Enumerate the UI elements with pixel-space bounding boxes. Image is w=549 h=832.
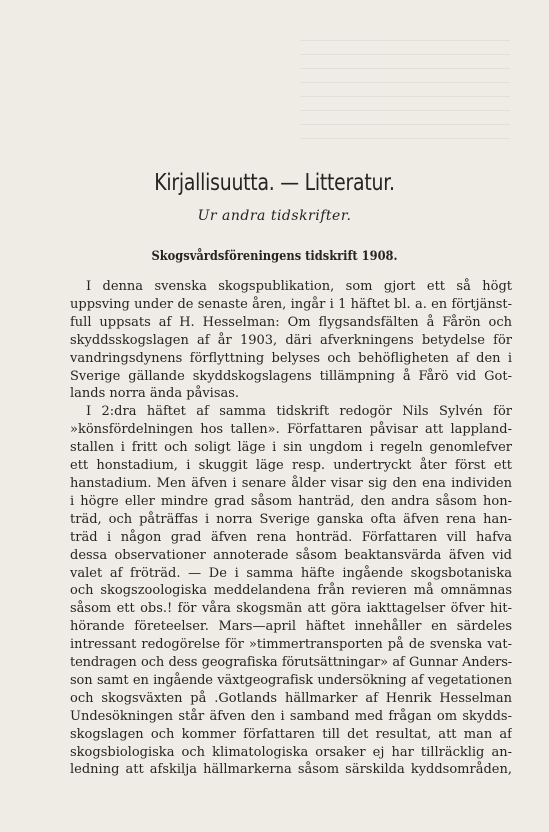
- text-line: skyddsskogslagen af år 1903, däri afverkningens betydelse för: [70, 332, 512, 348]
- text-line: skogsbiologiska och klimatologiska orsaker ej har tillräcklig an-: [70, 744, 512, 760]
- text-line: lands norra ända påvisas.: [70, 386, 240, 402]
- text-line: ett honstadium, i skuggit läge resp. undertryckt åter först ett: [70, 458, 512, 474]
- text-line: full uppsats af H. Hesselman: Om flygsandsfälten å Fårön och: [70, 314, 512, 330]
- text-line: tendragen och dess geografiska förutsättningar» af Gunnar Anders-: [70, 655, 512, 671]
- text-line: valet af fröträd. — De i samma häfte ingående skogsbotaniska: [70, 565, 512, 581]
- text-line: träd, och påträffas i norra Sverige ganska ofta äfven rena han-: [70, 511, 512, 527]
- text-line: Undesökningen står äfven den i samband med frågan om skydds-: [70, 708, 512, 724]
- text-line: i högre eller mindre grad såsom hanträd, den andra såsom hon-: [70, 493, 512, 509]
- page-title: Kirjallisuutta. — Litteratur.: [154, 170, 395, 196]
- text-line: son samt en ingående växtgeografisk undersökning af vegetationen: [70, 672, 512, 688]
- text-line: stallen i fritt och soligt läge i sin ungdom i regeln genomlefver: [70, 440, 512, 456]
- text-line: I 2:dra häftet af samma tidskrift redogör Nils Sylvén för: [86, 404, 512, 420]
- text-line: träd i någon grad äfven rena honträd. Författaren vill hafva: [70, 529, 512, 545]
- text-line: I denna svenska skogspublikation, som gjort ett så högt: [86, 279, 512, 294]
- bleed-through-shadow: [300, 40, 510, 150]
- text-line: och skogszoologiska meddelandena från revieren må omnämnas: [70, 583, 512, 599]
- text-line: ledning att afskilja hällmarkerna såsom särskilda kyddsområden,: [70, 762, 512, 778]
- text-line: »könsfördelningen hos tallen». Författaren påvisar att lappland-: [70, 422, 512, 438]
- text-line: hanstadium. Men äfven i senare ålder visar sig den ena individen: [70, 475, 512, 491]
- body-text: [70, 278, 512, 779]
- text-line: skogslagen och kommer författaren till det resultat, att man af: [70, 726, 512, 742]
- text-line: intressant redogörelse för »timmertransporten på de svenska vat-: [70, 637, 512, 653]
- text-line: uppsving under de senaste åren, ingår i 1 häftet bl. a. en förtjänst-: [70, 296, 512, 312]
- text-line: och skogsväxten på .Gotlands hällmarker af Henrik Hesselman: [70, 690, 512, 706]
- text-line: hörande företeelser. Mars—april häftet innehåller en särdeles: [70, 619, 512, 635]
- text-line: såsom ett obs.! för våra skogsmän att göra iakttagelser öfver hit-: [70, 601, 512, 617]
- text-line: vandringsdynens förflyttning belyses och behöfligheten af den i: [70, 350, 512, 366]
- text-line: Sverige gällande skyddskogslagens tillämpning å Fårö vid Got-: [70, 368, 512, 384]
- text-line: dessa observationer annoterade såsom beaktansvärda äfven vid: [70, 547, 512, 563]
- section-heading: Skogsvårdsföreningens tidskrift 1908.: [151, 249, 398, 264]
- page-subtitle: Ur andra tidskrifter.: [197, 208, 352, 224]
